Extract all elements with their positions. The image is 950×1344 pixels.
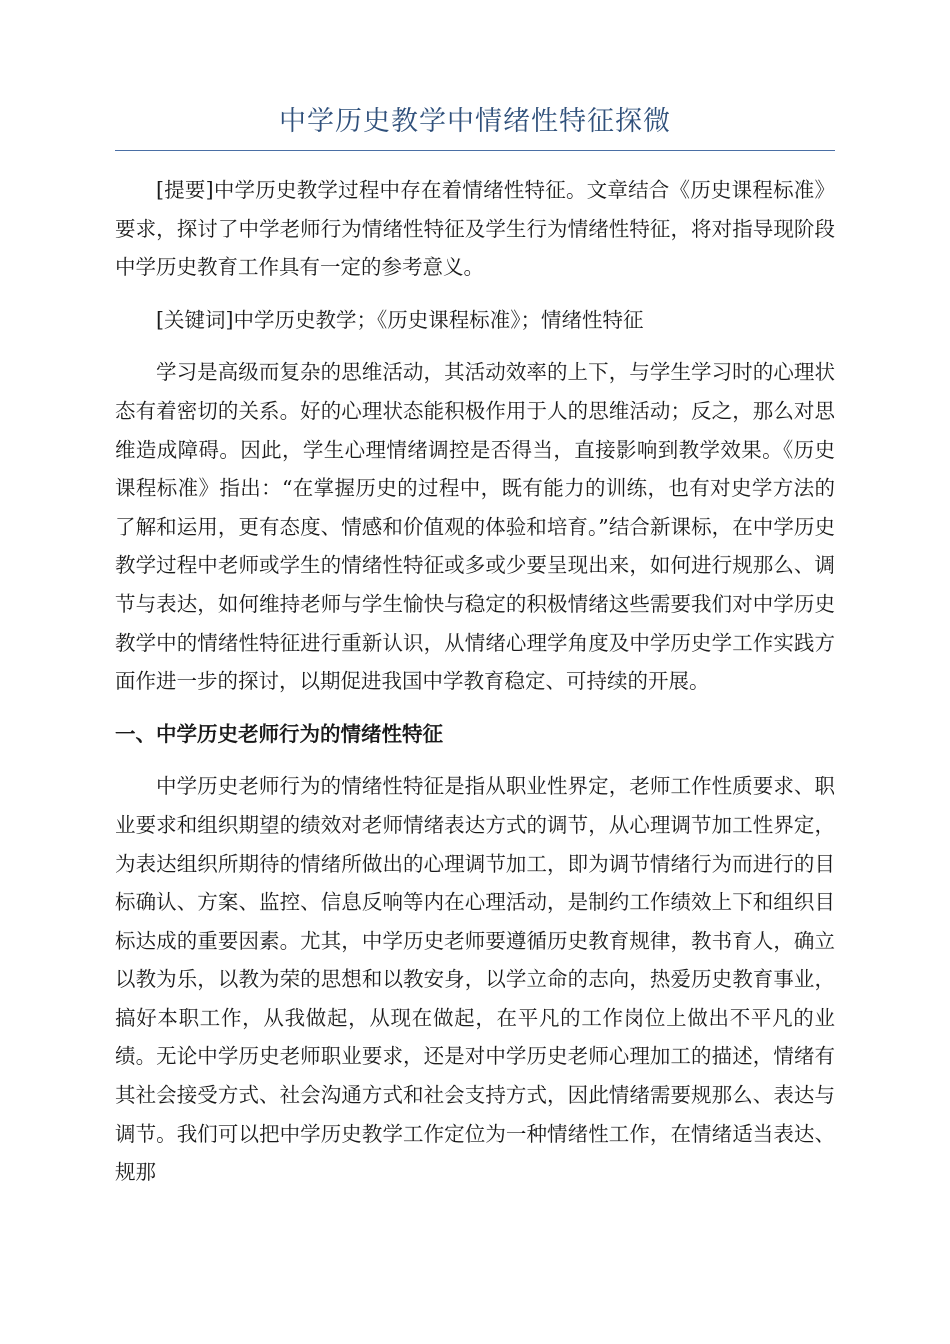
keywords-paragraph: [关键词]中学历史教学；《历史课程标准》；情绪性特征 <box>156 307 644 332</box>
section-1-heading: 一、中学历史老师行为的情绪性特征 <box>115 721 443 746</box>
abstract-paragraph: [提要]中学历史教学过程中存在着情绪性特征。文章结合《历史课程标准》要求，探讨了中学老师行为情绪性特征及学生行为情绪性特征，将对指导现阶段中学历史教育工作具有一定的参考意义。 <box>115 178 835 280</box>
document-page <box>115 100 835 1192</box>
document-title: 中学历史教学中情绪性特征探微 <box>115 100 835 151</box>
intro-paragraph: 学习是高级而复杂的思维活动，其活动效率的上下，与学生学习时的心理状态有着密切的关系。好的心理状态能积极作用于人的思维活动；反之，那么对思维造成障碍。因此，学生心理情绪调控是否得当，直接影响到教学效果。《历史课程标准》指出：“在掌握历史的过程中，既有能力的训练，也有对史学方法的了解和运用，更有态度、情感和价值观的体验和培育。”结合新课标，在中学历史教学过程中老师或学生的情绪性特征或多或少要呈现出来，如何进行规那么、调节与表达，如何维持老师与学生愉快与稳定的积极情绪这些需要我们对中学历史教学中的情绪性特征进行重新认识，从情绪心理学角度及中学历史学工作实践方面作进一步的探讨，以期促进我国中学教育稳定、可持续的开展。 <box>115 360 835 694</box>
section-1-paragraph: 中学历史老师行为的情绪性特征是指从职业性界定，老师工作性质要求、职业要求和组织期望的绩效对老师情绪表达方式的调节，从心理调节加工性界定，为表达组织所期待的情绪所做出的心理调节加工，即为调节情绪行为而进行的目标确认、方案、监控、信息反响等内在心理活动，是制约工作绩效上下和组织目标达成的重要因素。尤其，中学历史老师要遵循历史教育规律，教书育人，确立以教为乐，以教为荣的思想和以教安身，以学立命的志向，热爱历史教育事业，搞好本职工作，从我做起，从现在做起，在平凡的工作岗位上做出不平凡的业绩。无论中学历史老师职业要求，还是对中学历史老师心理加工的描述，情绪有其社会接受方式、社会沟通方式和社会支持方式，因此情绪需要规那么、表达与调节。我们可以把中学历史教学工作定位为一种情绪性工作，在情绪适当表达、规那 <box>115 774 835 1185</box>
